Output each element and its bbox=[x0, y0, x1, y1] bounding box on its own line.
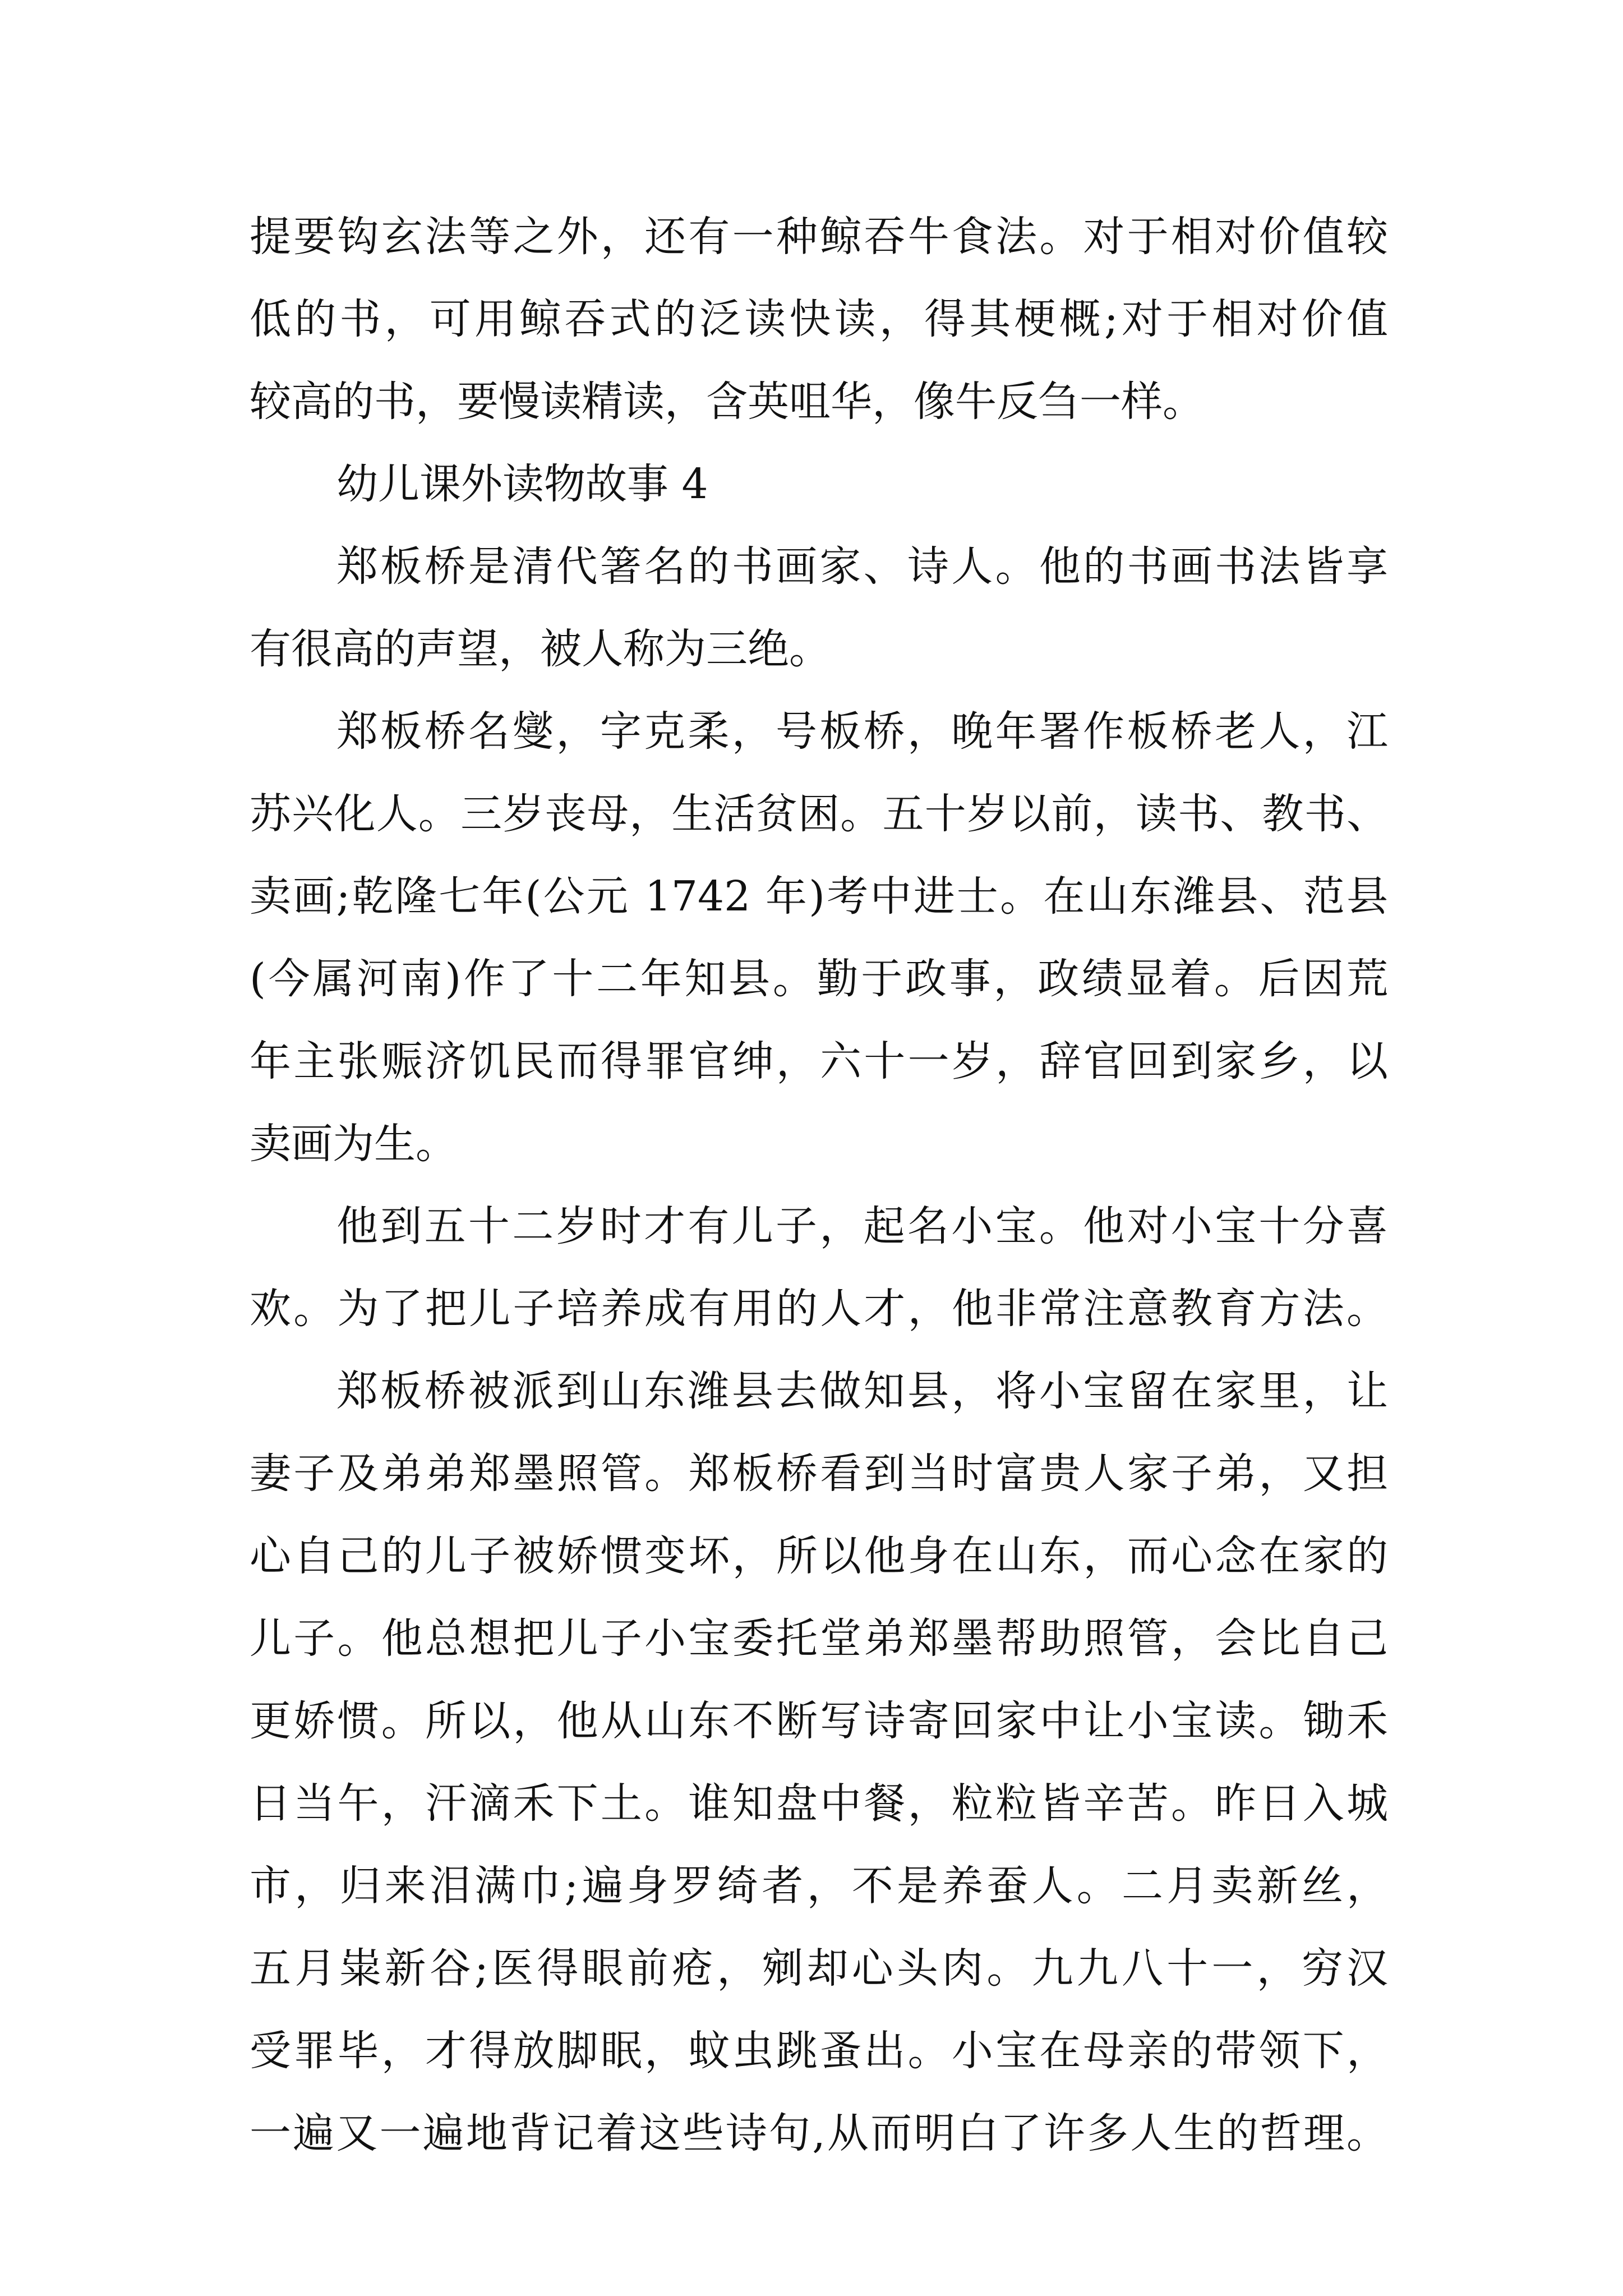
text-line: 郑板桥被派到山东潍县去做知县，将小宝留在家里，让 bbox=[336, 1367, 1388, 1415]
text-line: (今属河南)作了十二年知县。勤于政事，政绩显着。后因荒 bbox=[250, 955, 1388, 1003]
text-line: 年主张赈济饥民而得罪官绅，六十一岁，辞官回到家乡，以 bbox=[250, 1037, 1388, 1085]
text-line: 卖画为生。 bbox=[250, 1120, 457, 1168]
text-line: 五月粜新谷;医得眼前疮，剜却心头肉。九九八十一，穷汉 bbox=[250, 1944, 1388, 1993]
text-line: 受罪毕，才得放脚眠，蚊虫跳蚤出。小宝在母亲的带领下， bbox=[250, 2027, 1388, 2075]
text-line: 较高的书，要慢读精读，含英咀华，像牛反刍一样。 bbox=[250, 378, 1204, 426]
text-line: 更娇惯。所以，他从山东不断写诗寄回家中让小宝读。锄禾 bbox=[250, 1697, 1388, 1745]
text-line: 儿子。他总想把儿子小宝委托堂弟郑墨帮助照管，会比自己 bbox=[250, 1614, 1388, 1663]
text-line: 郑板桥名燮，字克柔，号板桥，晚年署作板桥老人，江 bbox=[336, 707, 1388, 756]
text-line: 他到五十二岁时才有儿子，起名小宝。他对小宝十分喜 bbox=[336, 1202, 1388, 1250]
text-line: 日当午，汗滴禾下土。谁知盘中餐，粒粒皆辛苦。昨日入城 bbox=[250, 1779, 1388, 1828]
text-line: 提要钩玄法等之外，还有一种鲸吞牛食法。对于相对价值较 bbox=[250, 213, 1388, 261]
text-line: 欢。为了把儿子培养成有用的人才，他非常注意教育方法。 bbox=[250, 1285, 1388, 1333]
text-line: 妻子及弟弟郑墨照管。郑板桥看到当时富贵人家子弟，又担 bbox=[250, 1450, 1388, 1498]
text-line: 郑板桥是清代箸名的书画家、诗人。他的书画书法皆享 bbox=[336, 542, 1388, 591]
text-line: 心自己的儿子被娇惯变坏，所以他身在山东，而心念在家的 bbox=[250, 1532, 1388, 1580]
text-line: 一遍又一遍地背记着这些诗句,从而明白了许多人生的哲理。 bbox=[250, 2109, 1388, 2157]
text-line: 市，归来泪满巾;遍身罗绮者，不是养蚕人。二月卖新丝， bbox=[250, 1862, 1388, 1910]
text-line: 苏兴化人。三岁丧母，生活贫困。五十岁以前，读书、教书、 bbox=[250, 790, 1388, 838]
section-heading: 幼儿课外读物故事 4 bbox=[336, 460, 708, 508]
text-line: 低的书，可用鲸吞式的泛读快读，得其梗概;对于相对价值 bbox=[250, 295, 1388, 343]
text-line: 有很高的声望，被人称为三绝。 bbox=[250, 625, 831, 673]
text-line: 卖画;乾隆七年(公元 1742 年)考中进士。在山东潍县、范县 bbox=[250, 872, 1388, 921]
